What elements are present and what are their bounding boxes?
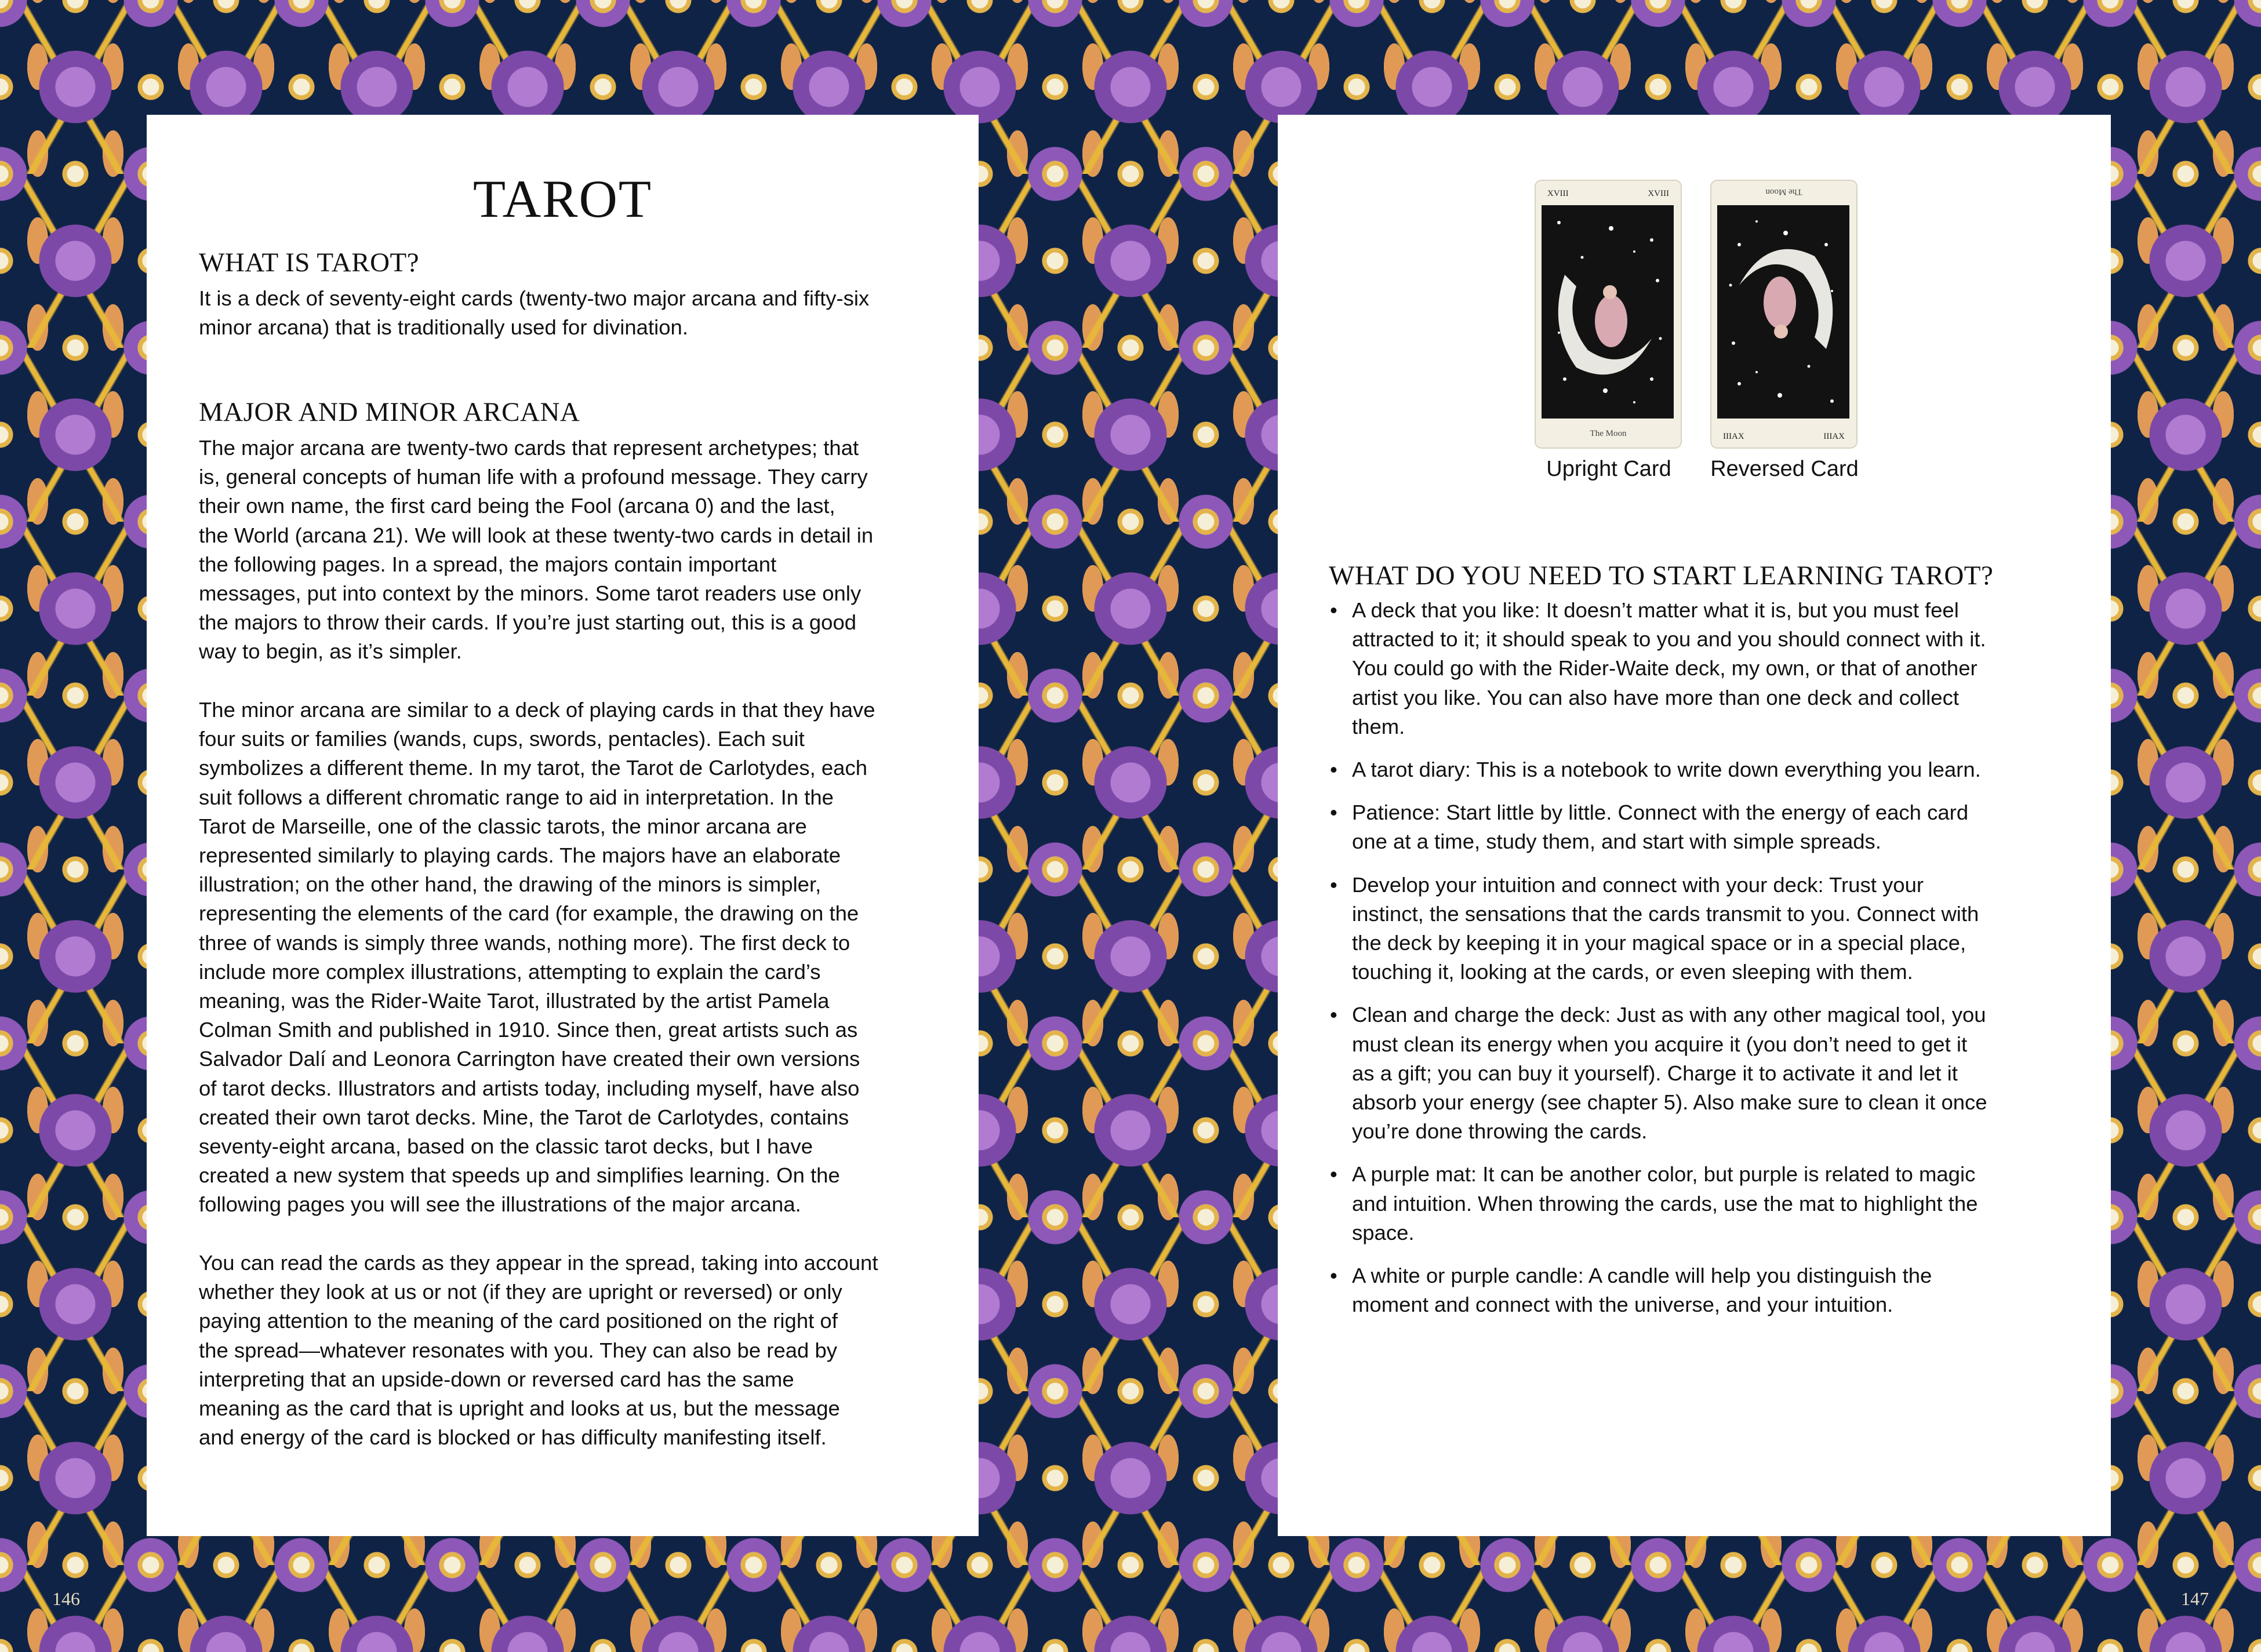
list-item: • A deck that you like: It doesn’t matter what it is, but you must feel attracted to it; it should speak to you and you should connect with it. You could go with the Rider-Waite deck, my own, or that of another artist you like. You can also have more than one deck and collect them. xyxy=(1324,596,2072,741)
upright-card-image: XVIII XVIII The Moon xyxy=(1535,180,1682,449)
card-numeral-right: XVIII xyxy=(1648,189,1669,198)
moon-card-illustration-reversed-icon xyxy=(1717,205,1849,419)
list-item: • Develop your intuition and connect with your deck: Trust your instinct, the sensations that the cards transmit to you. Connect with the deck by keeping it in your magical space or in a special place, touching it, looking at the cards, or even sleeping with them. xyxy=(1324,871,2072,987)
section-heading-what-is-tarot: WHAT IS TAROT? xyxy=(199,248,420,278)
section-heading-major-minor-arcana: MAJOR AND MINOR ARCANA xyxy=(199,397,580,427)
card-numeral-left: IIIAX xyxy=(1723,432,1744,441)
section-heading-start-learning: WHAT DO YOU NEED TO START LEARNING TAROT? xyxy=(1329,561,1994,591)
page-number-left: 146 xyxy=(52,1588,80,1609)
reversed-card-label: Reversed Card xyxy=(1710,457,1859,481)
list-item: • Patience: Start little by little. Connect with the energy of each card one at a time, study them, and start with simple spreads. xyxy=(1324,798,2072,856)
requirements-list xyxy=(1324,596,2072,1333)
card-numeral-right: IIIAX xyxy=(1823,432,1845,441)
paragraph-major-arcana: The major arcana are twenty-two cards that represent archetypes; that is, general concepts of human life with a profound message. They carry their own name, the first card being the Fool (arcana 0) and the last, the World (arcana 21). We will look at these twenty-two cards in detail in the following pages. In a spread, the majors contain important messages, put into context by the minors. Some tarot readers use only the majors to throw their cards. If you’re just starting out, this is a good way to begin, as it’s simpler. xyxy=(199,436,874,664)
card-numeral-left: XVIII xyxy=(1547,189,1569,198)
reversed-card-image: The Moon IIIAX IIIAX xyxy=(1710,180,1857,449)
section-text-what-is-tarot: It is a deck of seventy-eight cards (twenty-two major arcana and fifty-six minor arcana) that is traditionally used for divination. xyxy=(199,286,870,340)
paragraph-minor-arcana: The minor arcana are similar to a deck of playing cards in that they have four suits or families (wands, cups, swords, pentacles). Each suit symbolizes a different theme. In my tarot, the Tarot de Carlotydes, each suit follows a different chromatic range to aid in interpretation. In the Tarot de Marseille, one of the classic tarots, the minor arcana are represented similarly to playing cards. The majors have an elaborate illustration; on the other hand, the drawing of the minors is simpler, representing the elements of the card (for example, the drawing on the three of wands is simply three wands, nothing more). The first deck to include more complex illustrations, attempting to explain the card’s meaning, was the Rider-Waite Tarot, illustrated by the artist Pamela Colman Smith and published in 1910. Since then, great artists such as Salvador Dalí and Leonora Carrington have created their own versions of tarot decks. Illustrators and artists today, including myself, have also created their own tarot decks. Mine, the Tarot de Carlotydes, contains seventy-eight arcana, based on the classic tarot decks, but I have created a new system that speeds up and simplifies learning. On the following pages you will see the illustrations of the major arcana. xyxy=(199,698,875,1217)
list-item: • A white or purple candle: A candle will help you distinguish the moment and connect with the universe, and your intuition. xyxy=(1324,1261,2072,1319)
list-item: • A tarot diary: This is a notebook to write down everything you learn. xyxy=(1324,755,2072,784)
upright-card-label: Upright Card xyxy=(1546,457,1671,481)
moon-card-illustration-icon xyxy=(1542,205,1674,419)
paragraph-reading-cards: You can read the cards as they appear in the spread, taking into account whether they look at us or not (if they are upright or reversed) or only paying attention to the meaning of the card positioned on the right of the spread—whatever resonates with you. They can also be read by interpreting that an upside-down or reversed card has the same meaning as the card that is upright and looks at us, but the message and energy of the card is blocked or has difficulty manifesting itself. xyxy=(199,1251,878,1450)
list-item: • A purple mat: It can be another color, but purple is related to magic and intuition. When throwing the cards, use the mat to highlight the space. xyxy=(1324,1160,2072,1247)
list-item: • Clean and charge the deck: Just as with any other magical tool, you must clean its energy when you acquire it (you don’t need to get it as a gift; you can buy it yourself). Charge it to activate it and let it absorb your energy (see chapter 5). Also make sure to clean it once you’re done throwing the cards. xyxy=(1324,1000,2072,1146)
page-title: TAROT xyxy=(472,169,653,228)
page-number-right: 147 xyxy=(2181,1588,2209,1609)
right-page-panel xyxy=(1278,115,2111,1536)
left-page-panel xyxy=(147,115,979,1536)
